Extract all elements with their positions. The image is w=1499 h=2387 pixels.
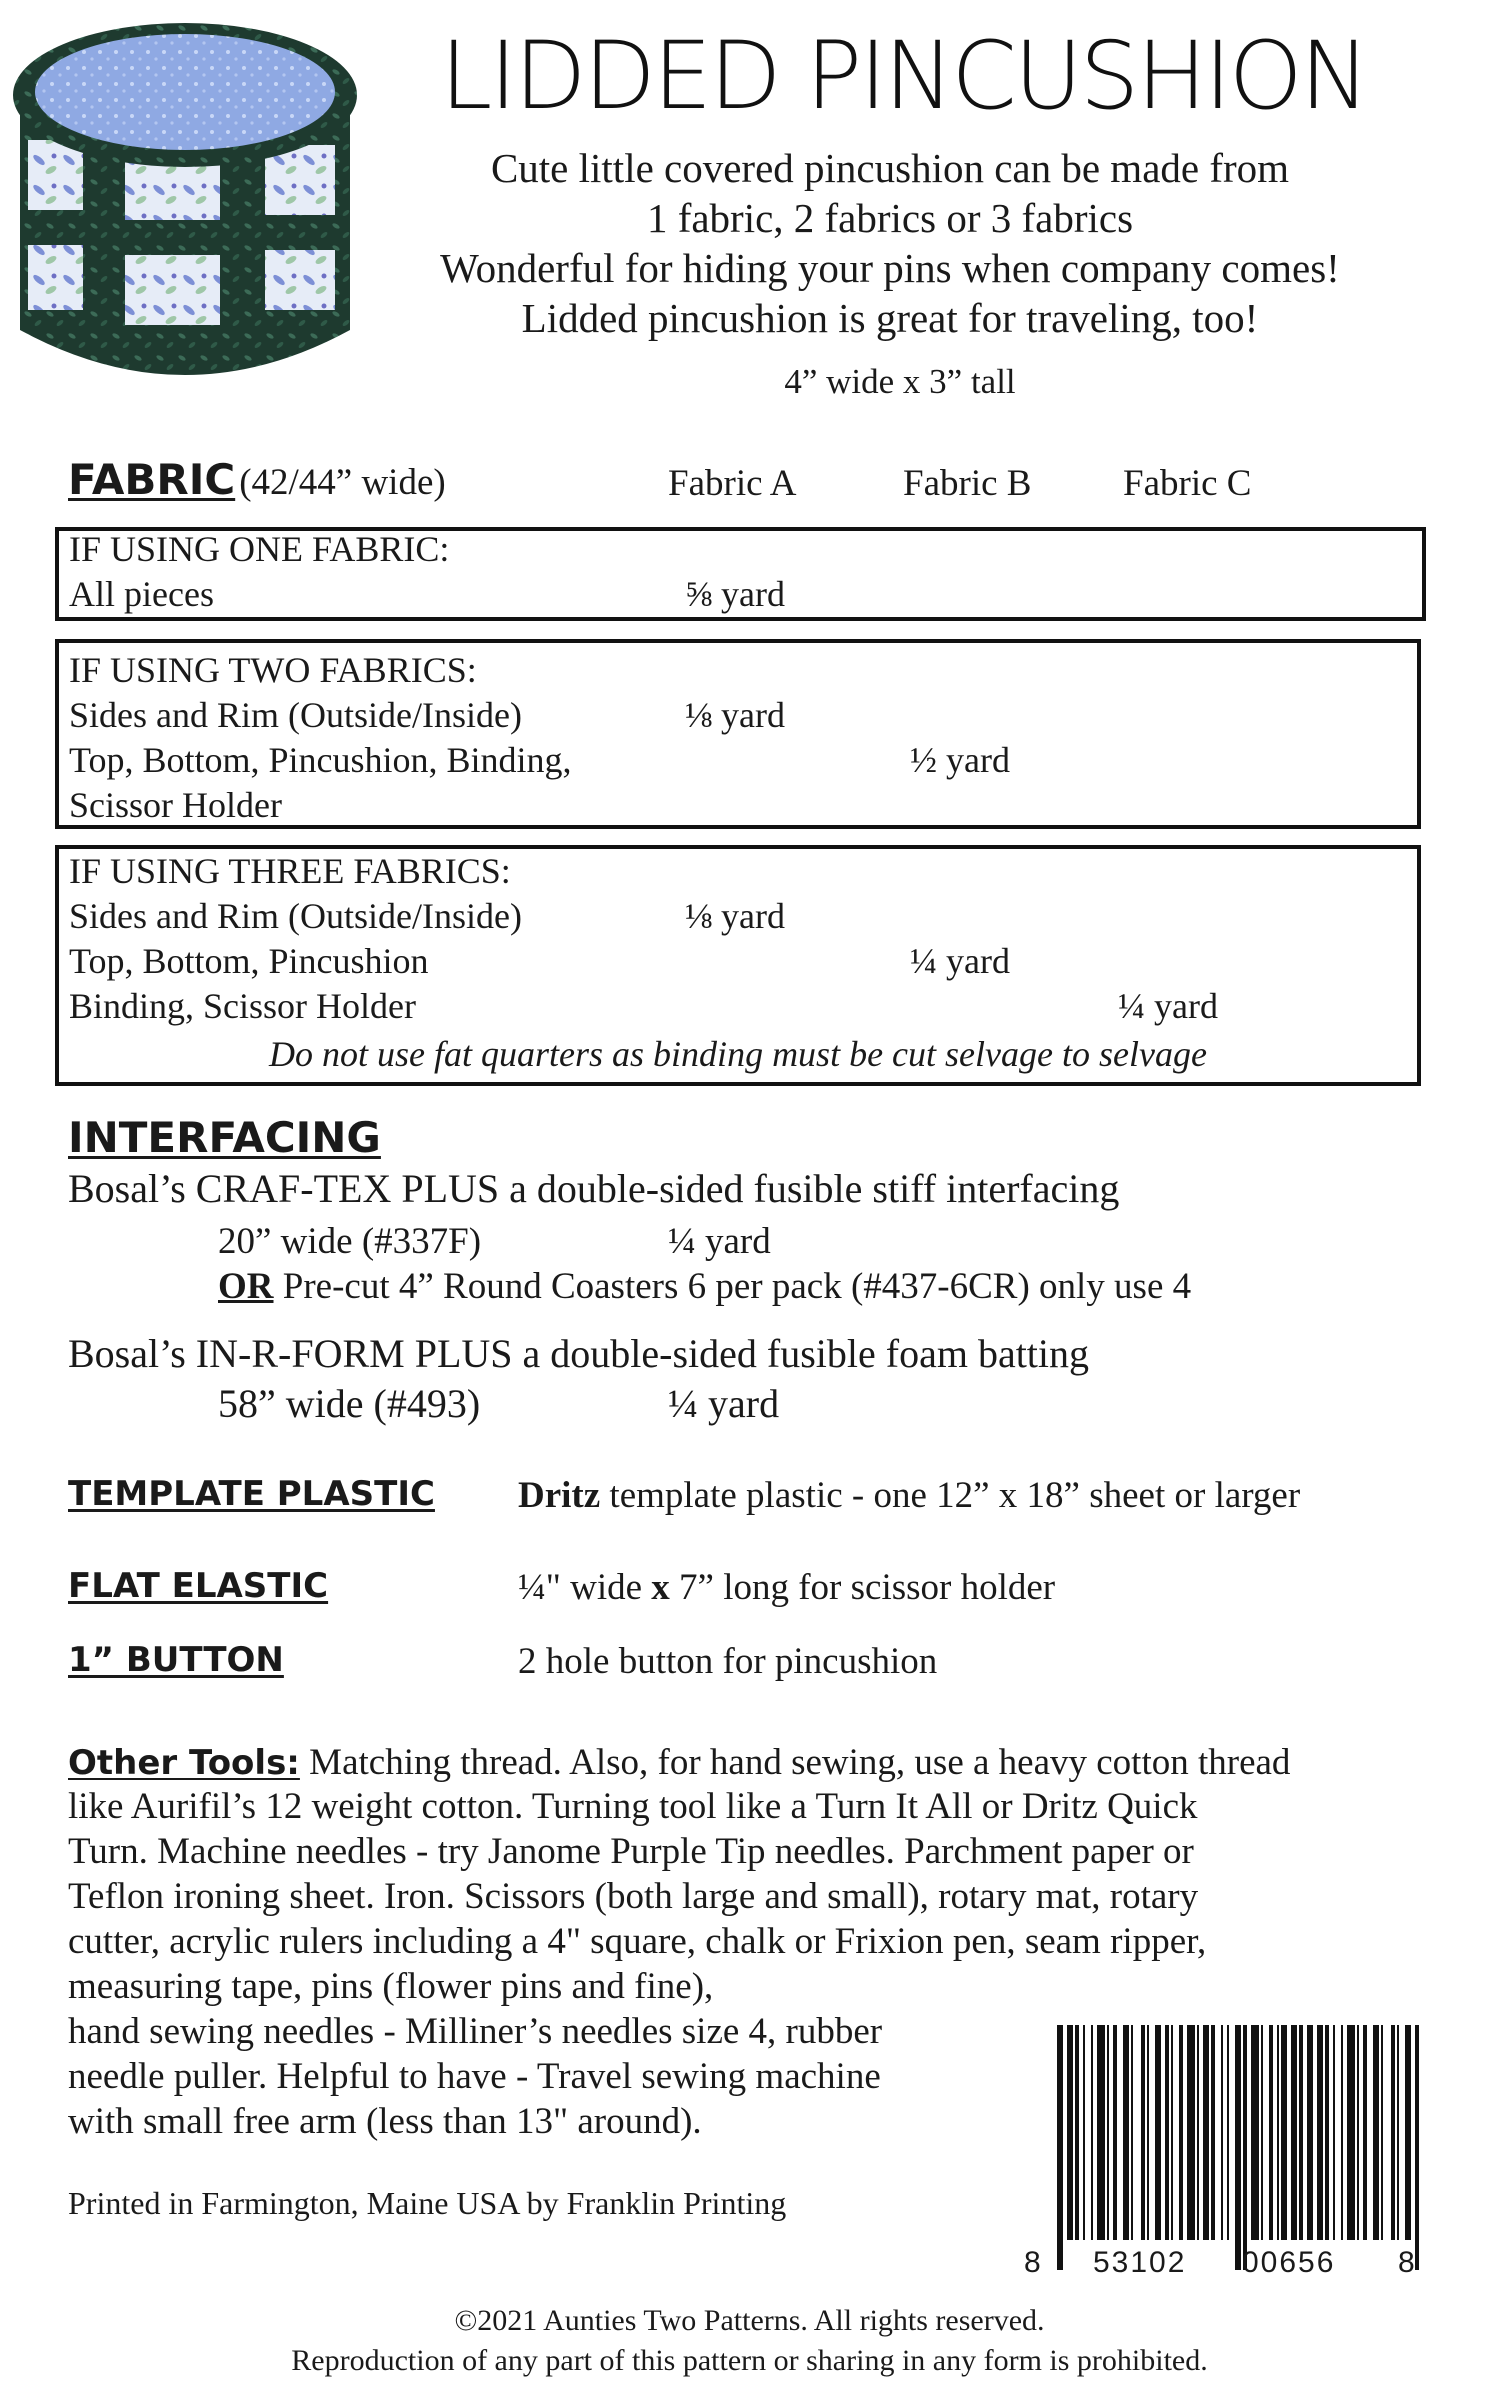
barcode-right-group: 00656: [1242, 2246, 1336, 2279]
barcode-bar: [1277, 2025, 1279, 2240]
intro-line-1: Cute little covered pincushion can be made from: [490, 145, 1290, 191]
other-tools-line-2: like Aurifil’s 12 weight cotton. Turning tool like a Turn It All or Dritz Quick: [68, 1786, 1198, 1827]
two-fabrics-row-1-label: Sides and Rim (Outside/Inside): [69, 695, 522, 735]
other-tools-line-4: Teflon ironing sheet. Iron. Scissors (both large and small), rotary mat, rotary: [68, 1876, 1199, 1917]
barcode-bar: [1141, 2025, 1145, 2240]
fabric-header: [68, 455, 446, 504]
pincushion-photo: [0, 0, 370, 390]
barcode-bar: [1165, 2025, 1169, 2240]
two-fabrics-row-2-b: ½ yard: [910, 740, 1010, 780]
flat-elastic-heading: FLAT ELASTIC: [68, 1566, 329, 1606]
one-fabric-row-label: All pieces: [69, 574, 214, 614]
barcode-bar: [1197, 2025, 1199, 2240]
one-fabric-title: IF USING ONE FABRIC:: [69, 529, 450, 569]
barcode-bar: [1187, 2025, 1195, 2240]
barcode-bar: [1347, 2025, 1355, 2240]
barcode-bar: [1405, 2025, 1411, 2240]
barcode-bar: [1261, 2025, 1263, 2240]
craftex-amount: ¼ yard: [668, 1221, 771, 1262]
barcode-bar: [1075, 2025, 1079, 2240]
two-fabrics-row-2-label: Top, Bottom, Pincushion, Binding,: [69, 740, 572, 780]
barcode-bar: [1307, 2025, 1313, 2240]
or-label: OR: [218, 1266, 274, 1307]
dimensions: 4” wide x 3” tall: [784, 362, 1016, 401]
flat-elastic-x: x: [651, 1567, 670, 1608]
printed-by: Printed in Farmington, Maine USA by Franklin Printing: [68, 2185, 787, 2221]
dritz-brand: Dritz: [518, 1475, 601, 1516]
barcode-bar: [1397, 2025, 1399, 2240]
barcode-bar: [1113, 2025, 1117, 2240]
flat-elastic-text: [518, 1566, 1055, 1609]
template-plastic-desc: template plastic - one 12” x 18” sheet or larger: [600, 1475, 1301, 1516]
barcode-bar: [1299, 2025, 1303, 2240]
three-fabrics-row-2-b: ¼ yard: [910, 941, 1010, 981]
button-text: 2 hole button for pincushion: [518, 1641, 938, 1682]
barcode-bar: [1203, 2025, 1209, 2240]
other-tools-line-6: measuring tape, pins (flower pins and fine),: [68, 1966, 714, 2007]
barcode-bar: [1171, 2025, 1173, 2240]
barcode-bar: [1363, 2025, 1367, 2240]
inrform-width: 58” wide (#493): [218, 1381, 481, 1426]
two-fabrics-row-3-label: Scissor Holder: [69, 785, 282, 825]
fat-quarter-note: Do not use fat quarters as binding must be cut selvage to selvage: [269, 1034, 1207, 1074]
barcode-bar: [1317, 2025, 1323, 2240]
three-fabrics-row-1-a: ⅛ yard: [685, 896, 785, 936]
fabric-subheading: (42/44” wide): [239, 462, 446, 503]
copyright: ©2021 Aunties Two Patterns. All rights reserved.: [454, 2304, 1045, 2337]
other-tools-line-9: with small free arm (less than 13" around).: [68, 2101, 702, 2142]
two-fabrics-title: IF USING TWO FABRICS:: [69, 650, 477, 690]
template-plastic-text: [518, 1474, 1300, 1517]
barcode-bar: [1221, 2025, 1223, 2240]
two-fabrics-row-1-a: ⅛ yard: [685, 695, 785, 735]
other-tools-line-7: hand sewing needles - Milliner’s needles size 4, rubber: [68, 2011, 883, 2052]
barcode: [1053, 2025, 1421, 2270]
barcode-bar: [1083, 2025, 1085, 2240]
inrform-title: Bosal’s IN-R-FORM PLUS a double-sided fusible foam batting: [68, 1331, 1090, 1376]
barcode-bar: [1057, 2025, 1063, 2270]
one-fabric-row-a: ⅝ yard: [685, 574, 785, 614]
intro-line-2: 1 fabric, 2 fabrics or 3 fabrics: [646, 195, 1134, 241]
barcode-bar: [1097, 2025, 1105, 2240]
three-fabrics-row-3-label: Binding, Scissor Holder: [69, 986, 416, 1026]
barcode-first-digit: 8: [1024, 2246, 1041, 2279]
template-plastic-heading: TEMPLATE PLASTIC: [68, 1474, 435, 1514]
craftex-coasters: [218, 1265, 1191, 1308]
coasters-text: Pre-cut 4” Round Coasters 6 per pack (#437-6CR) only use 4: [273, 1266, 1192, 1307]
barcode-bar: [1251, 2025, 1259, 2240]
barcode-bar: [1211, 2025, 1215, 2240]
other-tools-line-5: cutter, acrylic rulers including a 4" square, chalk or Frixion pen, seam ripper,: [68, 1921, 1207, 1962]
barcode-bar: [1067, 2025, 1073, 2240]
barcode-bar: [1227, 2025, 1229, 2240]
barcode-bar: [1325, 2025, 1329, 2240]
other-tools-line-3: Turn. Machine needles - try Janome Purple Tip needles. Parchment paper or: [68, 1831, 1194, 1872]
barcode-bar: [1131, 2025, 1133, 2240]
barcode-bar: [1341, 2025, 1343, 2240]
barcode-bar: [1381, 2025, 1383, 2240]
barcode-bar: [1291, 2025, 1297, 2240]
craftex-title: Bosal’s CRAF-TEX PLUS a double-sided fusible stiff interfacing: [68, 1166, 1120, 1211]
column-fabric-c: Fabric C: [1123, 463, 1252, 504]
flat-elastic-width: ¼" wide: [518, 1567, 652, 1608]
barcode-bar: [1357, 2025, 1359, 2240]
page-title: LIDDED PINCUSHION: [440, 22, 1368, 131]
interfacing-heading: INTERFACING: [68, 1113, 381, 1162]
button-heading: 1” BUTTON: [68, 1640, 284, 1680]
three-fabrics-row-3-c: ¼ yard: [1118, 986, 1218, 1026]
barcode-left-group: 53102: [1093, 2246, 1187, 2279]
flat-elastic-length: 7” long for scissor holder: [669, 1567, 1056, 1608]
three-fabrics-title: IF USING THREE FABRICS:: [69, 851, 511, 891]
barcode-bar: [1107, 2025, 1109, 2240]
reproduction-notice: Reproduction of any part of this pattern or sharing in any form is prohibited.: [291, 2344, 1208, 2377]
barcode-bar: [1281, 2025, 1287, 2240]
inrform-amount: ¼ yard: [668, 1381, 780, 1426]
other-tools-heading: Other Tools:: [68, 1743, 300, 1783]
intro-line-3: Wonderful for hiding your pins when company comes!: [440, 245, 1340, 291]
barcode-bar: [1123, 2025, 1129, 2240]
barcode-bar: [1333, 2025, 1335, 2240]
three-fabrics-row-2-label: Top, Bottom, Pincushion: [69, 941, 429, 981]
barcode-bar: [1155, 2025, 1161, 2240]
intro-line-4: Lidded pincushion is great for traveling, too!: [521, 295, 1259, 341]
barcode-bar: [1091, 2025, 1093, 2240]
barcode-bar: [1415, 2025, 1419, 2270]
barcode-bar: [1147, 2025, 1149, 2240]
craftex-width: 20” wide (#337F): [218, 1221, 482, 1262]
barcode-bar: [1243, 2025, 1247, 2270]
other-tools-line-1: [68, 1740, 1290, 1786]
barcode-bar: [1391, 2025, 1395, 2240]
barcode-last-digit: 8: [1398, 2246, 1415, 2279]
barcode-bar: [1179, 2025, 1183, 2240]
fabric-heading: FABRIC: [68, 455, 236, 504]
column-fabric-a: Fabric A: [668, 463, 797, 504]
barcode-bar: [1235, 2025, 1241, 2270]
three-fabrics-row-1-label: Sides and Rim (Outside/Inside): [69, 896, 522, 936]
column-fabric-b: Fabric B: [903, 463, 1032, 504]
other-tools-line-8: needle puller. Helpful to have - Travel sewing machine: [68, 2056, 881, 2097]
other-tools-text-1: Matching thread. Also, for hand sewing, use a heavy cotton thread: [299, 1742, 1291, 1783]
barcode-bar: [1373, 2025, 1379, 2240]
barcode-bar: [1269, 2025, 1273, 2240]
